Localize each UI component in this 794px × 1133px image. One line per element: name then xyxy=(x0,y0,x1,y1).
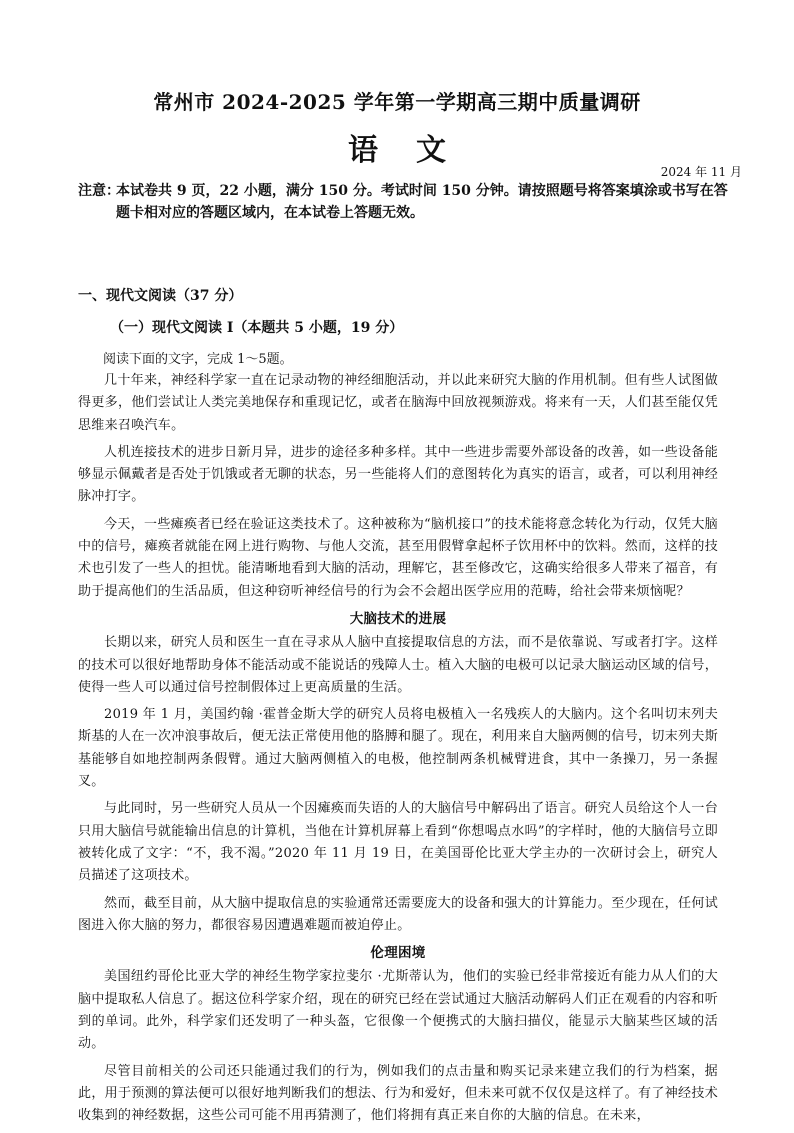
notice-text: 本试卷共 9 页，22 小题，满分 150 分。考试时间 150 分钟。请按照题号将答案填涂或书写在答题卡相对应的答题区域内，在本试卷上答题无效。 xyxy=(116,183,728,221)
passage-body xyxy=(78,370,718,1133)
exam-date: 2024 年 11 月 xyxy=(660,165,742,179)
passage-subheading: 伦理困境 xyxy=(370,945,426,962)
notice-label: 注意： xyxy=(78,183,120,199)
subject-title: 语文 xyxy=(348,133,484,168)
passage-paragraph: 2019 年 1 月，美国约翰 ·霍普金斯大学的研究人员将电极植入一名残疾人的大脑内。这个名叫切末列夫斯基的人在一次冲浪事故后，便无法正常使用他的胳膊和腿了。现在，利用来自大脑两侧的信号，切末列夫斯基能够自如地控制两条假臂。通过大脑两侧植入的电极，他控制两条机械臂进食，其中一条操刀，另一条握叉。 xyxy=(78,707,718,790)
passage-paragraph: 然而，截至目前，从大脑中提取信息的实验通常还需要庞大的设备和强大的计算能力。至少现在，任何试图进入你大脑的努力，都很容易因遭遇难题而被迫停止。 xyxy=(78,895,718,933)
passage-paragraph: 人机连接技术的进步日新月异，进步的途径多种多样。其中一些进步需要外部设备的改善，如一些设备能够显示佩戴者是否处于饥饿或者无聊的状态，另一些能将人们的意图转化为真实的语言，或者，可以利用神经脉冲打字。 xyxy=(78,444,718,505)
passage-paragraph: 长期以来，研究人员和医生一直在寻求从人脑中直接提取信息的方法，而不是依靠说、写或者打字。这样的技术可以很好地帮助身体不能活动或不能说话的残障人士。植入大脑的电极可以记录大脑运动区域的信号，使得一些人可以通过信号控制假体过上更高质量的生活。 xyxy=(78,635,718,695)
notice-block xyxy=(78,180,728,224)
section-heading: 一、现代文阅读（37 分） xyxy=(78,288,243,304)
subsection-heading: （一）现代文阅读 I（本题共 5 小题，19 分） xyxy=(110,320,404,336)
exam-title: 常州市 2024-2025 学年第一学期高三期中质量调研 xyxy=(153,90,641,114)
passage-paragraph: 今天，一些瘫痪者已经在验证这类技术了。这种被称为“脑机接口”的技术能将意念转化为行动，仅凭大脑中的信号，瘫痪者就能在网上进行购物、与他人交流，甚至用假臂拿起杯子饮用杯中的饮料。然而，这样的技术也引发了一些人的担忧。能清晰地看到大脑的活动，理解它，甚至修改它，这确实给很多人带来了福音，有助于提高他们的生活品质，但这种窃听神经信号的行为会不会超出医学应用的范畴，给社会带来烦恼呢？ xyxy=(78,516,718,599)
passage-paragraph: 几十年来，神经科学家一直在记录动物的神经细胞活动，并以此来研究大脑的作用机制。但有些人试图做得更多，他们尝试让人类完美地保存和重现记忆，或者在脑海中回放视频游戏。将来有一天，人们甚至能仅凭思维来召唤汽车。 xyxy=(78,373,718,433)
passage-subheading: 大脑技术的进展 xyxy=(349,610,447,627)
passage-paragraph: 美国纽约哥伦比亚大学的神经生物学家拉斐尔 ·尤斯蒂认为，他们的实验已经非常接近有能力从人们的大脑中提取私人信息了。据这位科学家介绍，现在的研究已经在尝试通过大脑活动解码人们正在观看的内容和听到的单词。此外，科学家们还发明了一种头盔，它很像一个便携式的大脑扫描仪，能显示大脑某些区域的活动。 xyxy=(78,969,718,1052)
reading-instruction: 阅读下面的文字，完成 1～5题。 xyxy=(103,352,293,367)
passage-paragraph: 与此同时，另一些研究人员从一个因瘫痪而失语的人的大脑信号中解码出了语言。研究人员给这个人一台只用大脑信号就能输出信息的计算机，当他在计算机屏幕上看到“你想喝点水吗”的字样时，他的大脑信号立即被转化成了文字：“不，我不渴。”2020 年 11 月 19 日，在美国哥伦比亚大学主办的一次研讨会上，研究人员描述了这项技术。 xyxy=(78,801,718,884)
passage-paragraph: 尽管目前相关的公司还只能通过我们的行为，例如我们的点击量和购买记录来建立我们的行为档案，据此，用于预测的算法便可以很好地判断我们的想法、行为和爱好，但未来可就不仅仅是这样了。有了神经技术收集到的神经数据，这些公司可能不用再猜测了，他们将拥有真正来自你的大脑的信息。在未来， xyxy=(78,1063,718,1124)
